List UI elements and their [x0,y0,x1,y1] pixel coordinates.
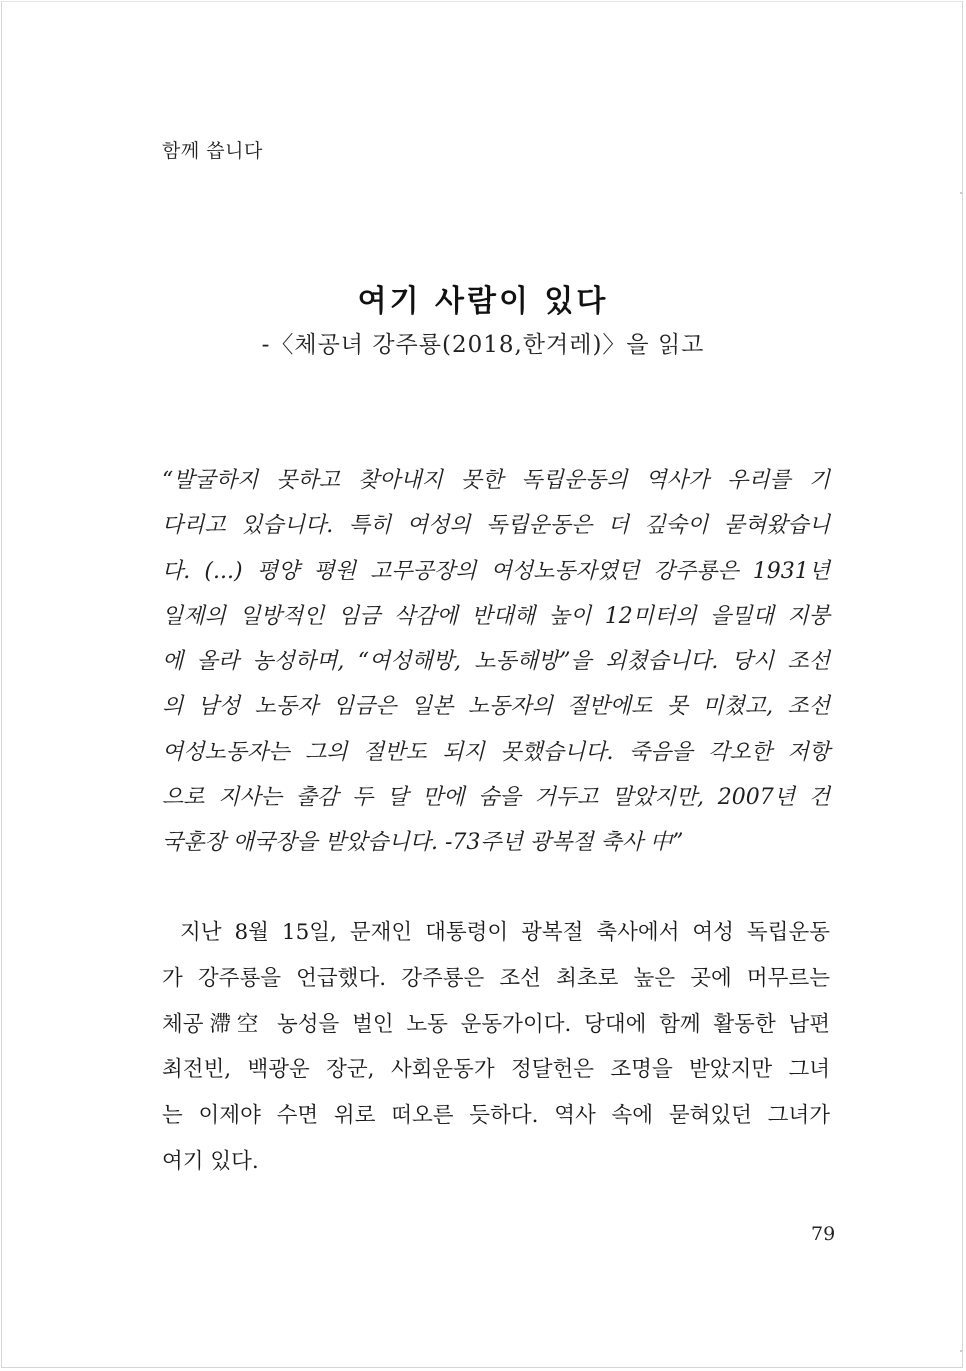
body-line: 최전빈, 백광운 장군, 사회운동가 정달헌은 조명을 받았지만 그녀 [162,1057,830,1083]
quote-line: 으로 지사는 출감 두 달 만에 숨을 거두고 말았지만, 2007년 건 [162,785,830,811]
quote-block [162,458,830,866]
body-line: 가 강주룡을 언급했다. 강주룡은 조선 최초로 높은 곳에 머무르는 [162,965,830,991]
quote-line: 여성노동자는 그의 절반도 되지 못했습니다. 죽음을 각오한 저항 [162,739,830,765]
quote-line: 의 남성 노동자 임금은 일본 노동자의 절반에도 못 미쳤고, 조선 [162,694,830,720]
body-line: 체공滯空 농성을 벌인 노동 운동가이다. 당대에 함께 활동한 남편 [162,1011,830,1037]
body-paragraph [162,910,830,1185]
body-line: 여기 있다. [162,1148,259,1174]
quote-line: 다. (...) 평양 평원 고무공장의 여성노동자였던 강주룡은 1931년 [162,558,830,584]
margin-mark [960,1350,962,1352]
quote-line: 에 올라 농성하며, “여성해방, 노동해방”을 외쳤습니다. 당시 조선 [162,649,830,675]
quote-line: “발굴하지 못하고 찾아내지 못한 독립운동의 역사가 우리를 기 [162,468,830,493]
quote-line: 국훈장 애국장을 받았습니다. -73주년 광복절 축사 中” [162,830,684,856]
page-subtitle: -〈체공녀 강주룡(2018,한겨레)〉을 읽고 [261,332,705,358]
margin-mark [960,192,962,194]
running-head: 함께 씁니다 [162,140,263,162]
quote-line: 일제의 일방적인 임금 삭감에 반대해 높이 12미터의 을밀대 지붕 [162,603,830,629]
quote-line: 다리고 있습니다. 특히 여성의 독립운동은 더 깊숙이 묻혀왔습니 [162,513,830,539]
page-number: 79 [811,1223,836,1245]
body-line: 지난 8월 15일, 문재인 대통령이 광복절 축사에서 여성 독립운동 [180,920,830,945]
body-line: 는 이제야 수면 위로 떠오른 듯하다. 역사 속에 묻혀있던 그녀가 [162,1103,830,1129]
page-title: 여기 사람이 있다 [357,284,609,319]
